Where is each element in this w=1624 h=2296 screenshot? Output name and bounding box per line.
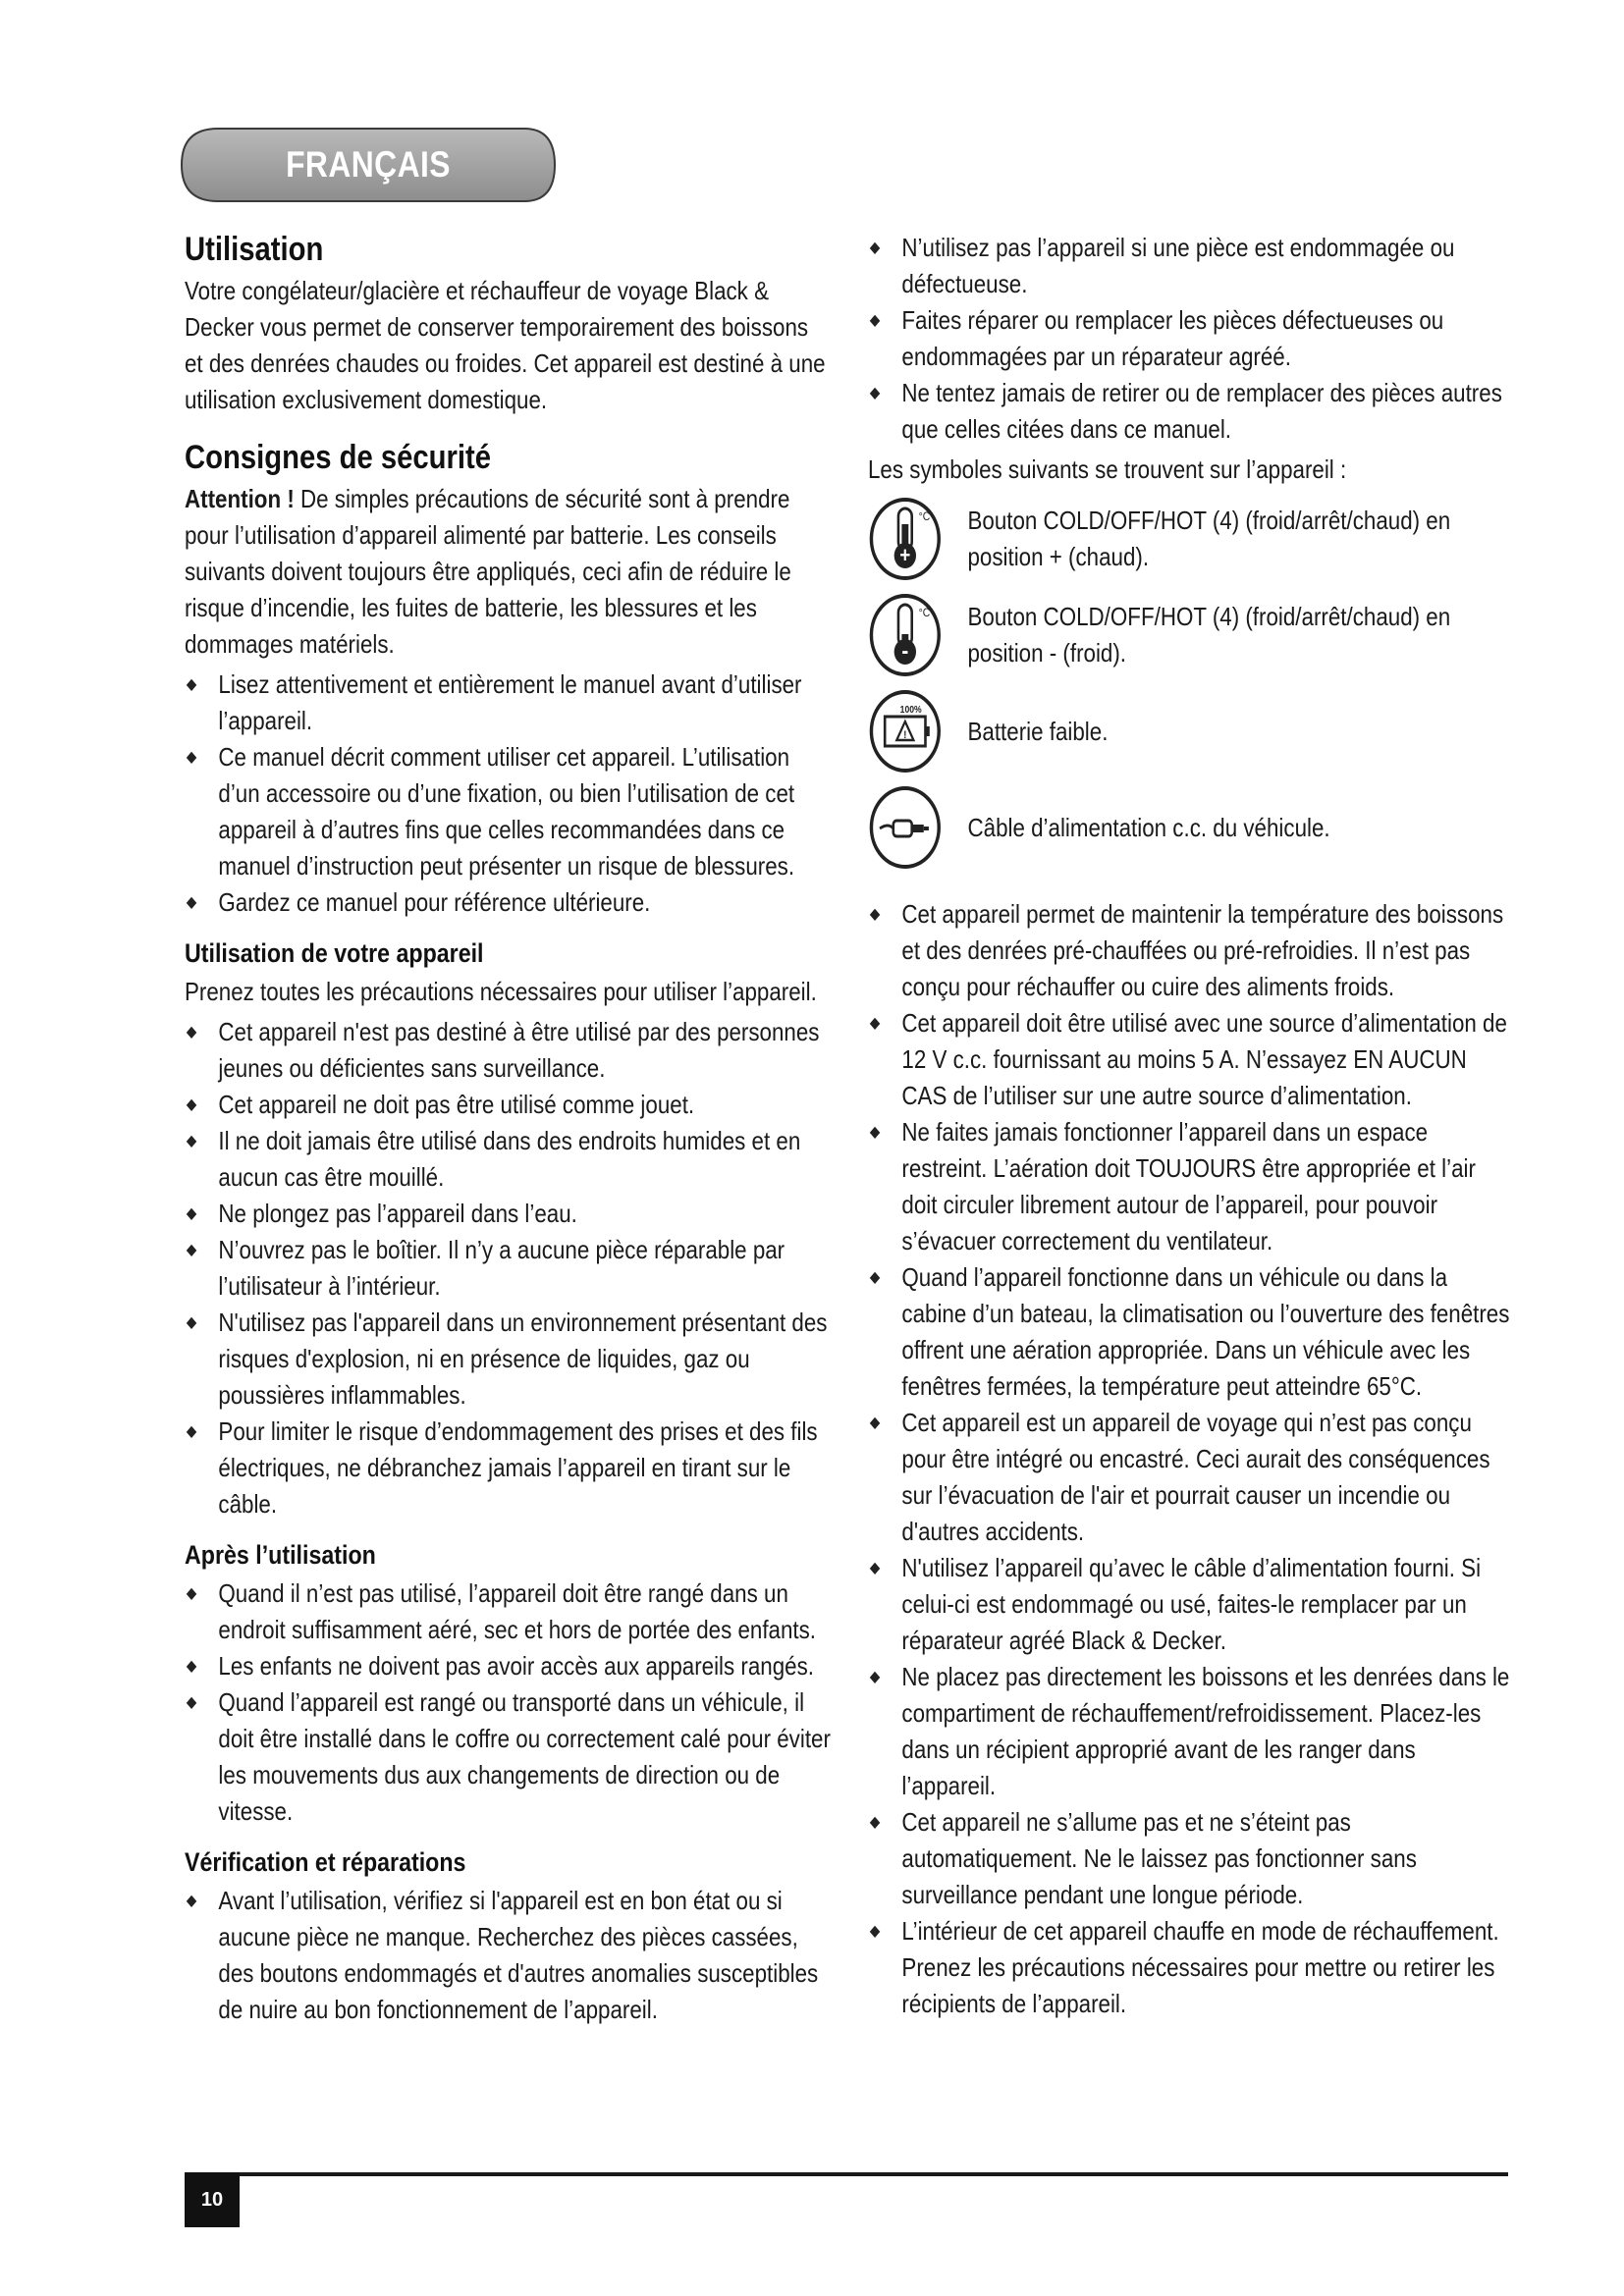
list-item: ◆ Faites réparer ou remplacer les pièces défectueuses ou endommagées par un réparateur agréé. (868, 302, 1516, 375)
utilisation-appareil-paragraph: Prenez toutes les précautions nécessaires pour utiliser l’appareil. (185, 977, 817, 1006)
subsection-title-verification: Vérification et réparations (185, 1847, 466, 1877)
symbol-description: Batterie faible. (967, 716, 1109, 746)
symbol-row-cold (868, 588, 1516, 682)
subsection-title-utilisation-appareil: Utilisation de votre appareil (185, 938, 484, 968)
low-battery-icon (868, 687, 943, 775)
attention-paragraph (185, 481, 833, 663)
attention-label: Attention ! (185, 484, 295, 513)
symbol-row-dc-cable (868, 780, 1516, 875)
left-column (185, 230, 833, 2028)
thermometer-hot-icon (868, 495, 943, 583)
section-title-utilisation: Utilisation (185, 231, 324, 268)
list-item: ◆ Cet appareil doit être utilisé avec une source d’alimentation de 12 V c.c. fournissant au moins 5 A. N’essayez EN AUCUN CAS de l’utiliser sur une autre source d’alimentation. (868, 1005, 1516, 1114)
list-item: ◆ Les enfants ne doivent pas avoir accès aux appareils rangés. (185, 1648, 833, 1684)
list-item: ◆ Avant l’utilisation, vérifiez si l'appareil est en bon état ou si aucune pièce ne manque. Recherchez des pièces cassées, des boutons endommagés et d'autres anomalies susceptibles de nuire au bon fonctionnement de l’appareil. (185, 1883, 833, 2028)
list-item: ◆ Ne plongez pas l’appareil dans l’eau. (185, 1196, 833, 1232)
safety-list-general (185, 667, 833, 921)
list-item: ◆ N'utilisez l’appareil qu’avec le câble d’alimentation fourni. Si celui-ci est endommagé ou usé, faites-le remplacer par un réparateur agréé Black & Decker. (868, 1550, 1516, 1659)
list-item: ◆ Il ne doit jamais être utilisé dans des endroits humides et en aucun cas être mouillé. (185, 1123, 833, 1196)
utilisation-paragraph: Votre congélateur/glacière et réchauffeur de voyage Black & Decker vous permet de conserver temporairement des boissons et des denrées chaudes ou froides. Cet appareil est destiné à une utilisation exclusivement domestique. (185, 276, 826, 414)
list-item: ◆ Lisez attentivement et entièrement le manuel avant d’utiliser l’appareil. (185, 667, 833, 739)
safety-list-verification (185, 1883, 833, 2028)
list-item: ◆ Quand il n’est pas utilisé, l’appareil doit être rangé dans un endroit suffisamment aéré, sec et hors de portée des enfants. (185, 1575, 833, 1648)
list-item: ◆ Cet appareil ne doit pas être utilisé comme jouet. (185, 1087, 833, 1123)
symbol-row-low-battery (868, 684, 1516, 778)
list-item: ◆ Ne faites jamais fonctionner l’appareil dans un espace restreint. L’aération doit TOUJOURS être appropriée et l’air doit circuler librement autour de l’appareil, pour pouvoir s’évacuer correctement du ventilateur. (868, 1114, 1516, 1259)
list-item: ◆ Ce manuel décrit comment utiliser cet appareil. L’utilisation d’un accessoire ou d’une fixation, ou bien l’utilisation de cet appareil à d’autres fins que celles recommandées dans ce manuel d’instruction peut présenter un risque de blessures. (185, 739, 833, 884)
safety-list-after-use (185, 1575, 833, 1830)
plus-glyph: + (899, 543, 911, 568)
car-plug-icon (868, 783, 943, 872)
list-item: ◆ Pour limiter le risque d’endommagement des prises et des fils électriques, ne débranchez jamais l’appareil en tirant sur le câble. (185, 1414, 833, 1522)
battery-full-label: 100% (899, 704, 922, 716)
list-item: ◆ Quand l’appareil fonctionne dans un véhicule ou dans la cabine d’un bateau, la climatisation ou l’ouverture des fenêtres offrent une aération appropriée. Dans un véhicule avec les fenêtres fermées, la température peut atteindre 65°C. (868, 1259, 1516, 1405)
right-column (868, 230, 1516, 2022)
attention-text: De simples précautions de sécurité sont à prendre pour l’utilisation d’appareil alimenté par batterie. Les conseils suivants doivent toujours être appliqués, ceci afin de réduire le risque d’incendie, les fuites de batterie, les blessures et les dommages matériels. (185, 484, 791, 659)
list-item: ◆ N’ouvrez pas le boîtier. Il n’y a aucune pièce réparable par l’utilisateur à l’intérieur. (185, 1232, 833, 1305)
safety-list-usage (185, 1014, 833, 1522)
symbol-row-hot (868, 492, 1516, 586)
svg-text:!: ! (903, 729, 907, 742)
list-item: ◆ Ne tentez jamais de retirer ou de remplacer des pièces autres que celles citées dans ce manuel. (868, 375, 1516, 448)
list-item: ◆ Gardez ce manuel pour référence ultérieure. (185, 884, 833, 921)
list-item: ◆ Cet appareil permet de maintenir la température des boissons et des denrées pré-chauffées ou pré-refroidies. Il n’est pas conçu pour réchauffer ou cuire des aliments froids. (868, 896, 1516, 1005)
minus-glyph: - (901, 637, 909, 665)
subsection-title-apres-utilisation: Après l’utilisation (185, 1540, 376, 1570)
symbol-description: Bouton COLD/OFF/HOT (4) (froid/arrêt/chaud) en position - (froid). (967, 602, 1451, 667)
list-item: ◆ Quand l’appareil est rangé ou transporté dans un véhicule, il doit être installé dans le coffre ou correctement calé pour éviter les mouvements dus aux changements de direction ou de vitesse. (185, 1684, 833, 1830)
list-item: ◆ Cet appareil n'est pas destiné à être utilisé par des personnes jeunes ou déficientes sans surveillance. (185, 1014, 833, 1087)
list-item: ◆ L’intérieur de cet appareil chauffe en mode de réchauffement. Prenez les précautions nécessaires pour mettre ou retirer les récipients de l’appareil. (868, 1913, 1516, 2022)
symbol-description: Bouton COLD/OFF/HOT (4) (froid/arrêt/chaud) en position + (chaud). (967, 506, 1451, 571)
celsius-glyph: °C (918, 510, 931, 524)
list-item: ◆ Ne placez pas directement les boissons et les denrées dans le compartiment de réchauffement/refroidissement. Placez-les dans un récipient approprié avant de les ranger dans l’appareil. (868, 1659, 1516, 1804)
safety-list-repairs (868, 230, 1516, 448)
list-item: ◆ N'utilisez pas l'appareil dans un environnement présentant des risques d'explosion, ni en présence de liquides, gaz ou poussières inflammables. (185, 1305, 833, 1414)
footer-rule (185, 2172, 1508, 2176)
language-label: FRANÇAIS (286, 144, 451, 185)
thermometer-cold-icon (868, 591, 943, 679)
section-title-consignes: Consignes de sécurité (185, 439, 491, 476)
symbols-intro: Les symboles suivants se trouvent sur l’appareil : (868, 454, 1347, 484)
celsius-glyph: °C (918, 607, 931, 620)
list-item: ◆ Cet appareil ne s’allume pas et ne s’éteint pas automatiquement. Ne le laissez pas fonctionner sans surveillance pendant une longue période. (868, 1804, 1516, 1913)
language-tab (179, 126, 558, 204)
list-item: ◆ Cet appareil est un appareil de voyage qui n’est pas conçu pour être intégré ou encastré. Ceci aurait des conséquences sur l’évacuation de l'air et pourrait causer un incendie ou d'autres accidents. (868, 1405, 1516, 1550)
symbol-description: Câble d’alimentation c.c. du véhicule. (967, 812, 1330, 842)
page-number: 10 (185, 2172, 240, 2227)
safety-list-operation (868, 896, 1516, 2022)
list-item: ◆ N’utilisez pas l’appareil si une pièce est endommagée ou défectueuse. (868, 230, 1516, 302)
